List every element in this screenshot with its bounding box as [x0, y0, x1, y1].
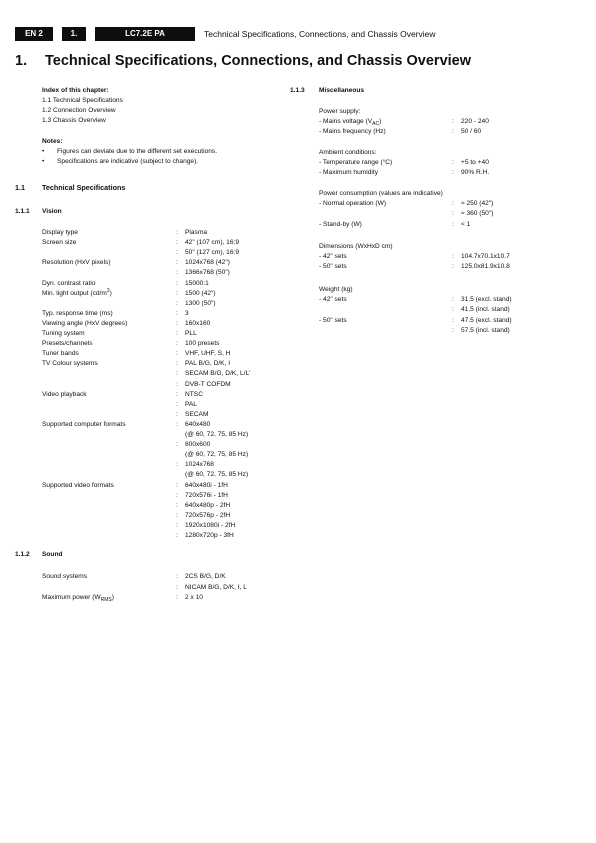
spec-colon: :	[176, 420, 178, 428]
spec-colon: :	[452, 220, 454, 228]
spec-label: - Mains frequency (Hz)	[319, 128, 386, 136]
spec-colon: :	[452, 306, 454, 314]
spec-colon: :	[176, 239, 178, 247]
spec-colon: :	[176, 299, 178, 307]
spec-label: - 50" sets	[319, 263, 347, 271]
notes-heading: Notes:	[42, 138, 63, 145]
label-superscript: 2	[106, 288, 110, 295]
spec-value: 720x576p - 2fH	[185, 511, 231, 519]
spec-colon: :	[176, 583, 178, 591]
header-tab-model	[95, 27, 195, 41]
spec-colon: :	[176, 390, 178, 398]
spec-value: 220 - 240	[461, 118, 489, 126]
spec-label: - Mains voltage $(V_{AC})$	[319, 118, 382, 127]
spec-colon: :	[176, 532, 178, 539]
spec-value: 100 presets	[185, 340, 220, 348]
spec-colon: :	[176, 279, 178, 287]
spec-colon: :	[452, 118, 454, 126]
spec-value: 640x480p - 2fH	[185, 501, 231, 509]
spec-value: 640x480	[185, 420, 211, 428]
misc-group-heading: Weight (kg)	[319, 286, 353, 293]
subsection-number: 1.1.1	[15, 208, 30, 215]
spec-value: 2 x 10	[185, 594, 203, 601]
header-title: Technical Specifications, Connections, and Chassis Overview	[204, 29, 436, 39]
spec-value: 42" (107 cm), 16:9	[185, 239, 240, 247]
spec-value: PAL B/G, D/K, I	[185, 360, 231, 368]
subsection-number: 1.1.2	[15, 551, 30, 558]
spec-colon: :	[176, 461, 178, 469]
spec-value: (@ 60, 72, 75, 85 Hz)	[185, 431, 249, 438]
spec-label: Display type	[42, 229, 78, 236]
spec-colon: :	[452, 316, 454, 324]
misc-group-heading: Power supply:	[319, 108, 361, 115]
spec-value: 720x576i - 1fH	[185, 491, 228, 499]
spec-value: 1920x1080i - 2fH	[185, 521, 236, 529]
spec-colon: :	[452, 210, 454, 218]
header-tab-chapter-label: 1.	[70, 29, 78, 38]
spec-value: 41.5 (incl. stand)	[461, 306, 510, 314]
spec-colon: :	[176, 441, 178, 449]
header-tab-language-label: EN 2	[25, 29, 43, 38]
misc-group-heading: Ambient conditions:	[319, 149, 377, 156]
label-subscript: AC	[372, 120, 380, 127]
header-tab-language	[15, 27, 53, 41]
spec-colon: :	[176, 249, 178, 257]
spec-colon: :	[176, 521, 178, 529]
spec-label: Supported computer formats	[42, 420, 126, 428]
spec-value: 1280x720p - 3fH	[185, 532, 234, 539]
spec-value: SECAM	[185, 410, 209, 418]
spec-label: - Normal operation (W)	[319, 200, 387, 208]
spec-label: Tuning system	[42, 330, 85, 337]
index-item: 1.1 Technical Specifications	[42, 97, 123, 104]
spec-value: NICAM B/G, D/K, I, L	[185, 583, 247, 591]
spec-colon: :	[176, 269, 178, 277]
spec-colon: :	[176, 501, 178, 509]
spec-colon: :	[176, 229, 178, 236]
index-item: 1.3 Chassis Overview	[42, 117, 106, 124]
spec-label: Presets/channels	[42, 340, 93, 348]
spec-value: SECAM B/G, D/K, L/L'	[185, 370, 251, 378]
spec-value: (@ 60, 72, 75, 85 Hz)	[185, 471, 249, 479]
index-item: 1.2 Connection Overview	[42, 107, 116, 114]
misc-group-heading: Dimensions (WxHxD cm)	[319, 243, 393, 250]
spec-value: 160x160	[185, 319, 211, 327]
spec-colon: :	[452, 200, 454, 208]
spec-value: 1024x768	[185, 461, 214, 469]
spec-value: 800x600	[185, 441, 211, 449]
subsection-title: Vision	[42, 208, 62, 215]
spec-colon: :	[176, 360, 178, 368]
spec-value: NTSC	[185, 390, 203, 398]
section-title: Technical Specifications	[42, 183, 126, 192]
spec-colon: :	[452, 128, 454, 136]
spec-value: < 1	[461, 220, 471, 228]
spec-value: 1366x768 (50")	[185, 269, 230, 277]
subsection-title: Sound	[42, 551, 63, 558]
spec-label: - Stand-by (W)	[319, 220, 362, 228]
spec-colon: :	[452, 169, 454, 177]
spec-label: Dyn. contrast ratio	[42, 279, 96, 287]
spec-value: 2CS B/G, D/K	[185, 573, 226, 580]
note-bullet: •	[42, 158, 45, 165]
section-number: 1.1	[15, 183, 25, 192]
spec-value: 50 / 60	[461, 128, 482, 136]
spec-value: 31.5 (excl. stand)	[461, 296, 512, 304]
spec-value: DVB-T COFDM	[185, 380, 231, 388]
spec-colon: :	[452, 253, 454, 261]
spec-colon: :	[176, 380, 178, 388]
note-bullet: •	[42, 148, 45, 155]
subsection-number: 1.1.3	[290, 87, 305, 94]
header-tab-chapter	[62, 27, 86, 41]
spec-value: 3	[185, 309, 189, 317]
spec-label: - 42" sets	[319, 253, 347, 261]
spec-colon: :	[452, 263, 454, 271]
spec-label: Min. light output $(cd/m^2)$	[42, 288, 112, 297]
spec-value: ≈ 250 (42")	[461, 200, 494, 208]
spec-value: 1300 (50")	[185, 299, 216, 307]
spec-label: Tuner bands	[42, 350, 79, 358]
spec-colon: :	[176, 594, 178, 601]
spec-colon: :	[176, 289, 178, 297]
spec-value: PAL	[185, 400, 197, 408]
spec-value: 57.5 (incl. stand)	[461, 326, 510, 334]
label-subscript: RMS	[100, 596, 112, 603]
spec-value: PLL	[185, 330, 197, 337]
spec-value: Plasma	[185, 229, 207, 236]
spec-value: 1024x768 (42")	[185, 259, 230, 267]
subsection-title: Miscellaneous	[319, 87, 365, 94]
chapter-title: Technical Specifications, Connections, and Chassis Overview	[45, 53, 472, 69]
spec-value: 15000:1	[185, 279, 209, 287]
spec-colon: :	[176, 259, 178, 267]
spec-value: 50" (127 cm), 16:9	[185, 249, 240, 257]
spec-colon: :	[452, 326, 454, 334]
index-heading: Index of this chapter:	[42, 87, 109, 94]
spec-colon: :	[452, 159, 454, 167]
chapter-number: 1.	[15, 53, 28, 69]
spec-colon: :	[176, 491, 178, 499]
spec-value: 125.0x81.9x10.8	[461, 263, 510, 271]
spec-value: 90% R.H.	[461, 169, 490, 177]
spec-label: - Temperature range (°C)	[319, 159, 393, 167]
spec-colon: :	[176, 400, 178, 408]
spec-value: (@ 60, 72, 75, 85 Hz)	[185, 451, 249, 459]
spec-label: Viewing angle (HxV degrees)	[42, 319, 128, 327]
spec-colon: :	[176, 350, 178, 358]
header-tab-model-label: LC7.2E PA	[125, 29, 165, 38]
misc-group-heading: Power consumption (values are indicative)	[319, 190, 443, 197]
spec-value: 640x480i - 1fH	[185, 481, 228, 489]
spec-value: 1500 (42")	[185, 289, 216, 297]
spec-colon: :	[452, 296, 454, 304]
spec-colon: :	[176, 370, 178, 378]
spec-value: ≈ 360 (50")	[461, 210, 494, 218]
spec-label: Video playback	[42, 390, 87, 398]
spec-label: - 42" sets	[319, 296, 347, 304]
spec-colon: :	[176, 319, 178, 327]
spec-label: - 50" sets	[319, 316, 347, 324]
spec-label: TV Colour systems	[42, 360, 98, 368]
spec-label: Typ. response time (ms)	[42, 309, 113, 317]
spec-colon: :	[176, 481, 178, 489]
spec-colon: :	[176, 330, 178, 337]
spec-colon: :	[176, 573, 178, 580]
note-item: Specifications are indicative (subject to change).	[57, 158, 199, 165]
spec-label: Screen size	[42, 239, 77, 247]
spec-value: +5 to +40	[461, 159, 489, 167]
spec-value: 104.7x70.1x10.7	[461, 253, 510, 261]
spec-label: - Maximum humidity	[319, 169, 378, 177]
spec-label: Maximum power $(W_{RMS})$	[42, 594, 114, 603]
spec-label: Supported video formats	[42, 481, 114, 489]
note-item: Figures can deviate due to the different set executions.	[57, 148, 218, 155]
spec-colon: :	[176, 410, 178, 418]
spec-label: Resolution (HxV pixels)	[42, 259, 111, 267]
spec-label: Sound systems	[42, 573, 88, 580]
spec-value: 47.5 (excl. stand)	[461, 316, 512, 324]
spec-colon: :	[176, 511, 178, 519]
spec-colon: :	[176, 340, 178, 348]
spec-value: VHF, UHF, S, H	[185, 350, 231, 358]
spec-colon: :	[176, 309, 178, 317]
